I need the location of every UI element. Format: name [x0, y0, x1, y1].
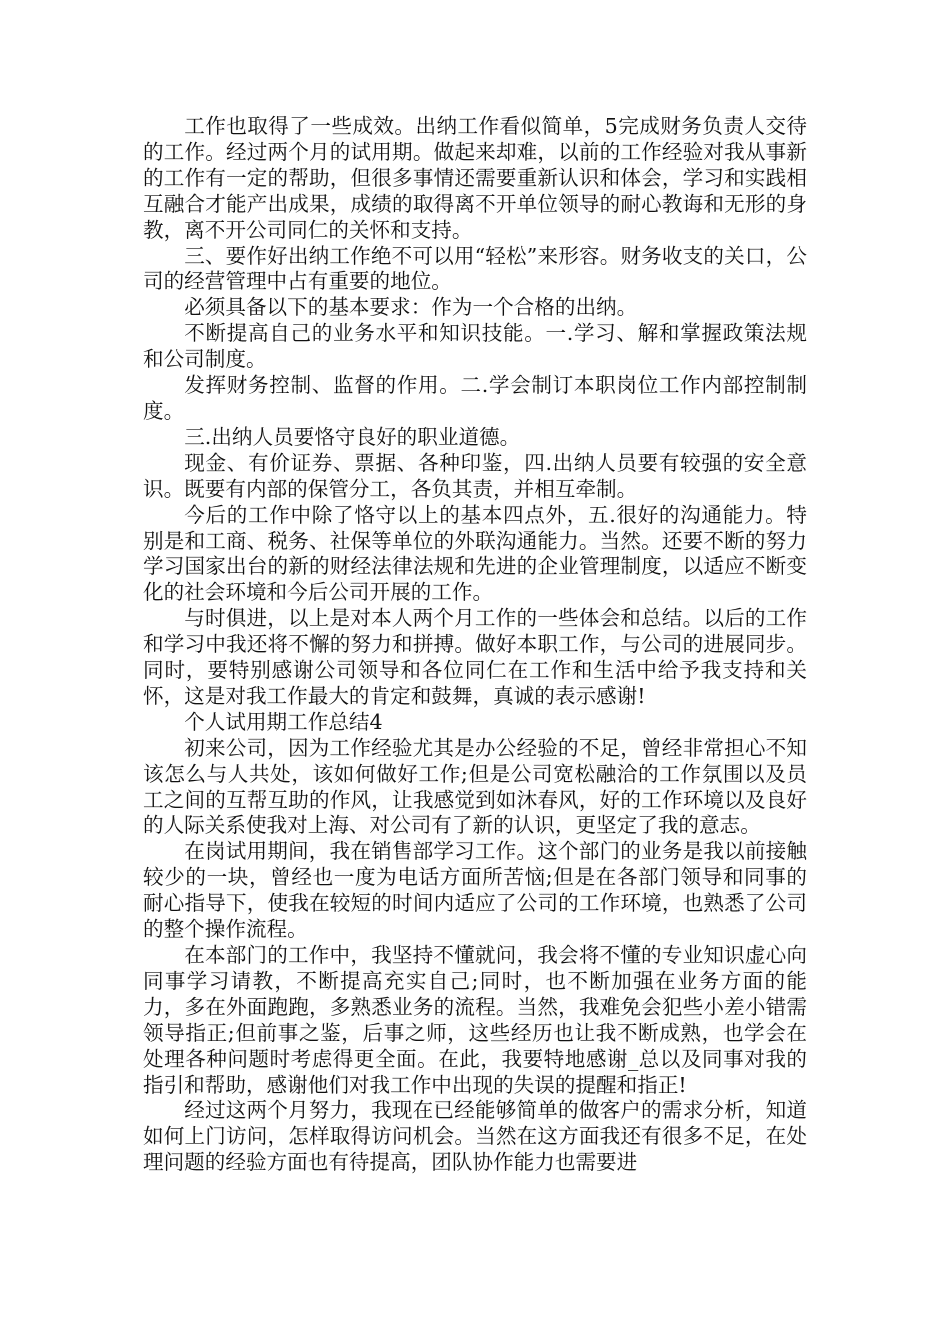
paragraph: 必须具备以下的基本要求：作为一个合格的出纳。 [184, 295, 638, 320]
paragraph: 与时俱进，以上是对本人两个月工作的一些体会和总结。以后的工作和学习中我还将不懈的努力和拼搏。做好本职工作，与公司的进展同步。同时，要特别感谢公司领导和各位同仁在工作和生活中给予我支持和关怀，这是对我工作最大的肯定和鼓舞，真诚的表示感谢! [143, 606, 807, 708]
paragraph: 工作也取得了一些成效。出纳工作看似简单，5完成财务负责人交待的工作。经过两个月的试用期。做起来却难，以前的工作经验对我从事新的工作有一定的帮助，但很多事情还需要重新认识和体会，学习和实践相互融合才能产出成果，成绩的取得离不开单位领导的耐心教诲和无形的身教，离不开公司同仁的关怀和支持。 [143, 114, 807, 242]
paragraph: 现金、有价证券、票据、各种印鉴，四.出纳人员要有较强的安全意识。既要有内部的保管分工，各负其责，并相互牵制。 [143, 450, 807, 501]
paragraph: 经过这两个月努力，我现在已经能够简单的做客户的需求分析，知道如何上门访问，怎样取得访问机会。当然在这方面我还有很多不足，在处理问题的经验方面也有待提高，团队协作能力也需要进 [143, 1098, 807, 1175]
section-heading: 个人试用期工作总结4 [184, 709, 383, 734]
paragraph: 在岗试用期间，我在销售部学习工作。这个部门的业务是我以前接触较少的一块，曾经也一度为电话方面所苦恼;但是在各部门领导和同事的耐心指导下，使我在较短的时间内适应了公司的工作环境，也熟悉了公司的整个操作流程。 [143, 839, 807, 942]
paragraph: 三.出纳人员要恪守良好的职业道德。 [184, 424, 521, 449]
paragraph: 今后的工作中除了恪守以上的基本四点外，五.很好的沟通能力。特别是和工商、税务、社保等单位的外联沟通能力。当然。还要不断的努力学习国家出台的新的财经法律法规和先进的企业管理制度，以适应不断变化的社会环境和今后公司开展的工作。 [143, 502, 807, 605]
paragraph: 三、要作好出纳工作绝不可以用“轻松”来形容。财务收支的关口，公司的经营管理中占有重要的地位。 [143, 243, 807, 294]
paragraph: 初来公司，因为工作经验尤其是办公经验的不足，曾经非常担心不知该怎么与人共处，该如何做好工作;但是公司宽松融洽的工作氛围以及员工之间的互帮互助的作风，让我感觉到如沐春风，好的工作环境以及良好的人际关系使我对上海、对公司有了新的认识，更坚定了我的意志。 [143, 735, 807, 838]
paragraph: 在本部门的工作中，我坚持不懂就问，我会将不懂的专业知识虚心向同事学习请教，不断提高充实自己;同时，也不断加强在业务方面的能力，多在外面跑跑，多熟悉业务的流程。当然，我难免会犯些小差小错需领导指正;但前事之鉴，后事之师，这些经历也让我不断成熟，也学会在处理各种问题时考虑得更全面。在此，我要特地感谢_总以及同事对我的指引和帮助，感谢他们对我工作中出现的失误的提醒和指正! [143, 943, 807, 1097]
paragraph: 不断提高自己的业务水平和知识技能。一.学习、解和掌握政策法规和公司制度。 [143, 321, 807, 372]
paragraph: 发挥财务控制、监督的作用。二.学会制订本职岗位工作内部控制制度。 [143, 373, 807, 423]
document-body [143, 114, 807, 1176]
